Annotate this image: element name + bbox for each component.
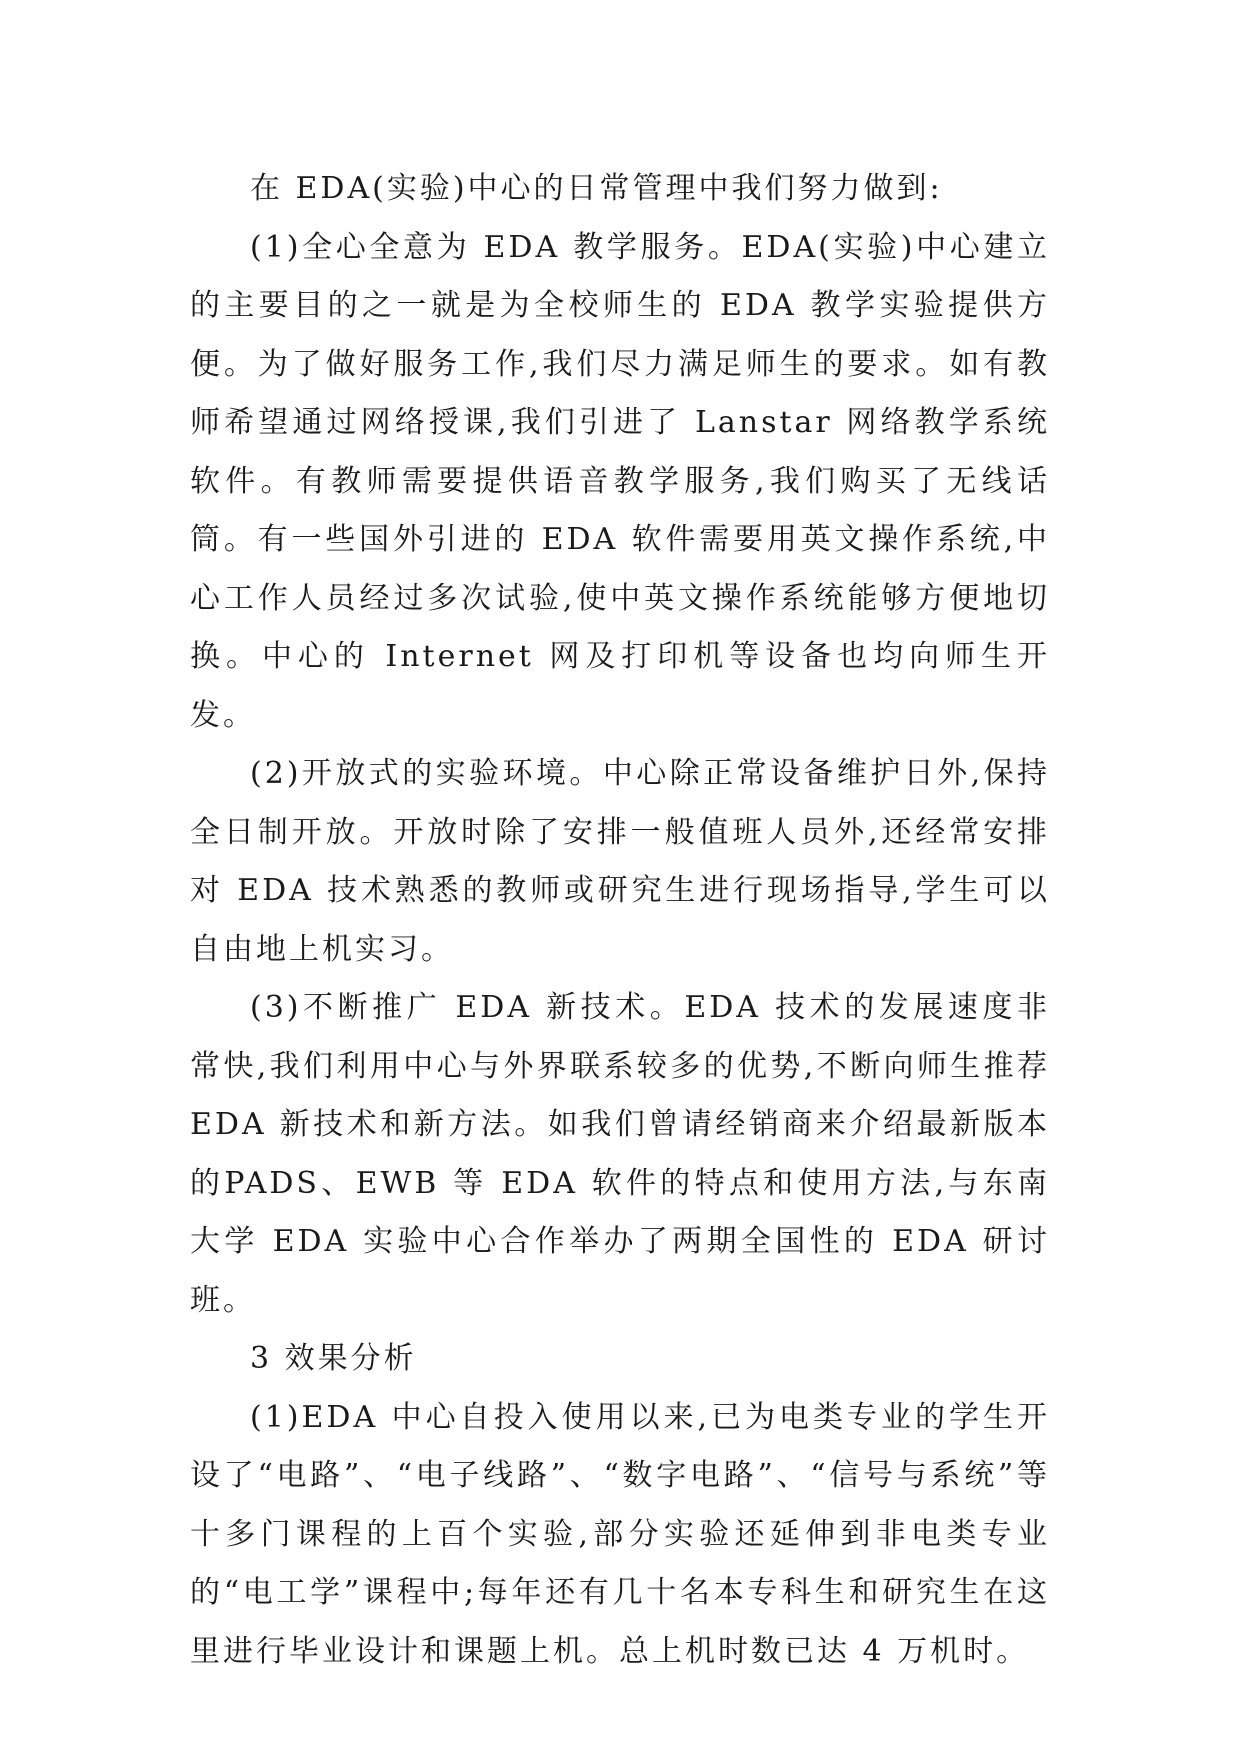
paragraph-new-tech: (3)不断推广 EDA 新技术。EDA 技术的发展速度非常快,我们利用中心与外界联系较多的优势,不断向师生推荐 EDA 新技术和新方法。如我们曾请经销商来介绍最新版本的PADS、EWB 等 EDA 软件的特点和使用方法,与东南大学 EDA 实验中心合作举办了两期全国性的 EDA 研讨班。 (190, 990, 1050, 1318)
paragraph-service: (1)全心全意为 EDA 教学服务。EDA(实验)中心建立的主要目的之一就是为全校师生的 EDA 教学实验提供方便。为了做好服务工作,我们尽力满足师生的要求。如有教师希望通过网络授课,我们引进了 Lanstar 网络教学系统软件。有教师需要提供语音教学服务,我们购买了无线话筒。有一些国外引进的 EDA 软件需要用英文操作系统,中心工作人员经过多次试验,使中英文操作系统能够方便地切换。中心的 Internet 网及打印机等设备也均向师生开发。 (190, 229, 1050, 733)
document-body (190, 160, 1050, 1681)
paragraph-intro: 在 EDA(实验)中心的日常管理中我们努力做到: (250, 171, 943, 206)
section-heading: 3 效果分析 (250, 1341, 417, 1376)
paragraph-results: (1)EDA 中心自投入使用以来,已为电类专业的学生开设了“电路”、“电子线路”、“数字电路”、“信号与系统”等十多门课程的上百个实验,部分实验还延伸到非电类专业的“电工学”课程中;每年还有几十名本专科生和研究生在这里进行毕业设计和课题上机。总上机时数已达 4 万机时。 (190, 1399, 1050, 1669)
paragraph-open-lab: (2)开放式的实验环境。中心除正常设备维护日外,保持全日制开放。开放时除了安排一般值班人员外,还经常安排对 EDA 技术熟悉的教师或研究生进行现场指导,学生可以自由地上机实习。 (190, 756, 1050, 967)
